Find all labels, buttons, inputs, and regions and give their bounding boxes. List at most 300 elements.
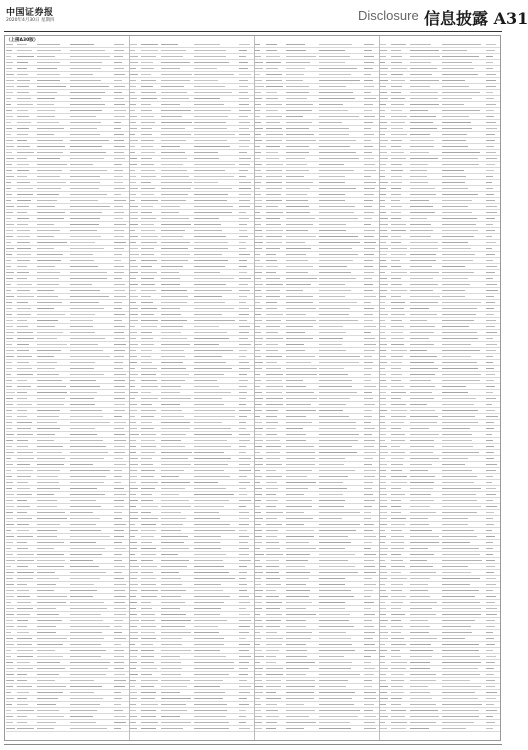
text-line <box>130 158 137 159</box>
text-line <box>410 608 432 609</box>
text-line <box>239 296 247 297</box>
text-line <box>194 524 230 525</box>
text-line <box>114 236 124 237</box>
text-line <box>17 434 33 435</box>
text-line <box>391 56 402 57</box>
text-line <box>255 98 262 99</box>
text-line <box>286 110 312 111</box>
text-line <box>37 554 64 555</box>
text-line <box>319 614 350 615</box>
text-line <box>17 392 27 393</box>
text-line <box>410 308 429 309</box>
text-line <box>130 566 139 567</box>
text-line <box>266 470 276 471</box>
text-line <box>239 212 246 213</box>
text-line <box>410 122 433 123</box>
text-line <box>380 530 385 531</box>
text-line <box>255 242 263 243</box>
text-line <box>391 98 405 99</box>
text-line <box>17 686 32 687</box>
text-line <box>266 386 283 387</box>
text-line <box>130 590 137 591</box>
text-line <box>70 110 102 111</box>
text-line <box>194 254 222 255</box>
text-line <box>70 422 110 423</box>
text-line <box>37 302 62 303</box>
text-line <box>161 728 183 729</box>
text-line <box>70 620 103 621</box>
text-line <box>114 560 122 561</box>
text-line <box>70 464 93 465</box>
text-line <box>391 536 405 537</box>
text-line <box>70 218 101 219</box>
text-line <box>486 224 494 225</box>
text-line <box>130 668 136 669</box>
text-line <box>319 554 355 555</box>
text-line <box>17 668 32 669</box>
text-line <box>442 722 474 723</box>
text-line <box>380 176 385 177</box>
text-line <box>194 230 221 231</box>
text-line <box>255 416 260 417</box>
text-line <box>141 254 154 255</box>
text-line <box>70 326 93 327</box>
text-line <box>442 368 478 369</box>
text-line <box>114 644 121 645</box>
text-line <box>6 536 14 537</box>
text-line <box>17 278 27 279</box>
text-line <box>6 716 13 717</box>
text-line <box>486 326 495 327</box>
text-line <box>194 614 220 615</box>
text-line <box>286 596 309 597</box>
text-line <box>130 440 136 441</box>
text-line <box>114 506 124 507</box>
text-line <box>114 110 125 111</box>
text-line <box>364 272 374 273</box>
text-line <box>286 50 306 51</box>
text-line <box>6 74 14 75</box>
text-line <box>141 518 157 519</box>
text-line <box>161 200 186 201</box>
text-line <box>286 650 307 651</box>
text-line <box>286 722 316 723</box>
text-line <box>486 80 497 81</box>
text-line <box>37 86 66 87</box>
text-line <box>410 566 433 567</box>
text-line <box>141 422 152 423</box>
text-line <box>486 602 495 603</box>
text-line <box>364 614 374 615</box>
text-line <box>194 50 226 51</box>
text-line <box>410 554 434 555</box>
text-line <box>286 362 311 363</box>
text-line <box>442 170 464 171</box>
text-line <box>161 722 191 723</box>
text-line <box>161 470 184 471</box>
text-line <box>161 434 186 435</box>
text-line <box>194 638 223 639</box>
text-line <box>286 620 306 621</box>
text-line <box>391 488 402 489</box>
text-line <box>380 458 385 459</box>
text-line <box>442 464 464 465</box>
text-line <box>37 224 55 225</box>
text-line <box>255 536 262 537</box>
text-line <box>255 272 262 273</box>
text-line <box>114 680 126 681</box>
text-line <box>239 98 249 99</box>
text-line <box>130 278 136 279</box>
text-line <box>380 290 387 291</box>
text-line <box>130 536 135 537</box>
text-line <box>380 392 386 393</box>
text-line <box>17 86 29 87</box>
text-line <box>70 728 107 729</box>
text-line <box>364 62 373 63</box>
text-line <box>37 578 59 579</box>
text-line <box>130 314 138 315</box>
text-line <box>410 590 428 591</box>
text-line <box>6 464 13 465</box>
text-line <box>141 716 156 717</box>
text-line <box>319 116 359 117</box>
text-line <box>442 626 471 627</box>
text-line <box>319 206 355 207</box>
text-line <box>17 536 33 537</box>
text-line <box>130 320 138 321</box>
text-line <box>364 656 371 657</box>
text-line <box>364 50 372 51</box>
text-line <box>161 698 191 699</box>
text-line <box>239 350 247 351</box>
text-line <box>161 152 185 153</box>
text-line <box>130 380 135 381</box>
text-line <box>380 386 387 387</box>
text-line <box>319 578 344 579</box>
text-line <box>391 362 402 363</box>
text-line <box>364 98 376 99</box>
text-line <box>319 302 356 303</box>
text-line <box>319 176 344 177</box>
text-line <box>114 314 125 315</box>
text-line <box>6 176 14 177</box>
text-line <box>37 266 55 267</box>
text-line <box>6 236 13 237</box>
text-line <box>286 632 312 633</box>
text-line <box>17 554 34 555</box>
text-line <box>17 326 28 327</box>
text-line <box>255 182 261 183</box>
text-line <box>255 116 260 117</box>
text-line <box>442 206 468 207</box>
text-line <box>141 68 154 69</box>
text-line <box>364 692 376 693</box>
text-line <box>364 176 371 177</box>
text-line <box>255 626 263 627</box>
text-line <box>17 476 31 477</box>
text-line <box>130 608 136 609</box>
text-line <box>486 620 495 621</box>
text-line <box>130 344 138 345</box>
text-line <box>161 272 179 273</box>
text-line <box>6 338 13 339</box>
text-line <box>286 152 309 153</box>
text-line <box>319 86 346 87</box>
text-line <box>380 218 388 219</box>
text-line <box>286 338 313 339</box>
text-line <box>364 620 372 621</box>
text-line <box>70 446 106 447</box>
text-line <box>6 404 13 405</box>
text-line <box>194 80 218 81</box>
text-line <box>239 692 250 693</box>
text-line <box>37 494 55 495</box>
text-line <box>391 710 406 711</box>
text-line <box>37 290 54 291</box>
text-line <box>130 218 138 219</box>
text-line <box>442 224 476 225</box>
text-line <box>17 674 27 675</box>
text-line <box>486 272 496 273</box>
text-line <box>114 602 125 603</box>
text-line <box>391 542 404 543</box>
text-line <box>286 122 312 123</box>
text-line <box>380 212 386 213</box>
text-line <box>266 128 282 129</box>
text-line <box>70 164 93 165</box>
text-line <box>37 152 63 153</box>
text-line <box>410 290 433 291</box>
text-line <box>391 344 404 345</box>
text-line <box>194 620 227 621</box>
text-line <box>6 614 14 615</box>
text-line <box>194 542 219 543</box>
text-line <box>114 536 123 537</box>
text-line <box>266 320 280 321</box>
text-line <box>17 170 29 171</box>
text-line <box>391 302 405 303</box>
text-line <box>255 50 260 51</box>
text-line <box>442 392 467 393</box>
text-line <box>239 56 246 57</box>
text-line <box>255 470 260 471</box>
text-line <box>6 548 11 549</box>
text-line <box>380 488 386 489</box>
text-line <box>410 596 430 597</box>
text-line <box>70 44 94 45</box>
text-line <box>319 164 344 165</box>
text-line <box>70 344 98 345</box>
text-line <box>141 218 156 219</box>
text-line <box>114 104 124 105</box>
text-line <box>194 458 231 459</box>
text-line <box>319 500 345 501</box>
text-line <box>239 512 249 513</box>
text-line <box>486 266 497 267</box>
text-line <box>130 98 137 99</box>
text-line <box>239 176 246 177</box>
text-line <box>130 494 136 495</box>
text-line <box>410 410 435 411</box>
text-line <box>194 296 221 297</box>
text-line <box>255 410 262 411</box>
text-line <box>486 524 494 525</box>
text-line <box>255 56 261 57</box>
text-line <box>380 500 387 501</box>
text-line <box>364 332 371 333</box>
text-line <box>6 728 15 729</box>
text-line <box>410 692 430 693</box>
text-line <box>286 176 304 177</box>
text-line <box>141 206 153 207</box>
text-line <box>286 356 315 357</box>
text-line <box>286 314 306 315</box>
text-line <box>194 710 227 711</box>
text-line <box>319 296 344 297</box>
footer-rule <box>4 744 502 745</box>
text-line <box>391 554 401 555</box>
text-line <box>391 446 400 447</box>
text-line <box>141 566 157 567</box>
text-line <box>114 350 125 351</box>
text-line <box>255 44 260 45</box>
text-line <box>255 320 262 321</box>
text-line <box>114 422 125 423</box>
text-line <box>442 440 472 441</box>
text-line <box>194 680 223 681</box>
text-line <box>17 698 27 699</box>
text-line <box>70 722 96 723</box>
text-line <box>114 566 125 567</box>
text-line <box>17 404 32 405</box>
text-line <box>37 644 64 645</box>
text-line <box>364 578 372 579</box>
text-line <box>410 146 434 147</box>
text-line <box>255 254 260 255</box>
text-line <box>194 86 224 87</box>
text-line <box>141 236 158 237</box>
text-line <box>391 452 405 453</box>
text-line <box>410 260 436 261</box>
text-line <box>286 416 306 417</box>
text-line <box>255 632 260 633</box>
text-line <box>380 110 385 111</box>
text-line <box>286 566 305 567</box>
text-line <box>380 242 386 243</box>
text-line <box>266 224 281 225</box>
text-line <box>286 164 307 165</box>
text-line <box>141 278 154 279</box>
text-line <box>70 122 101 123</box>
text-line <box>442 86 469 87</box>
text-line <box>266 278 280 279</box>
text-line <box>255 134 261 135</box>
text-line <box>6 524 14 525</box>
text-line <box>391 62 402 63</box>
text-line <box>442 578 479 579</box>
text-line <box>410 242 438 243</box>
text-line <box>286 194 307 195</box>
text-line <box>70 632 102 633</box>
text-line <box>391 530 402 531</box>
text-line <box>319 512 359 513</box>
text-line <box>239 488 246 489</box>
text-line <box>130 578 137 579</box>
text-line <box>17 374 33 375</box>
text-line <box>194 704 226 705</box>
text-line <box>442 560 481 561</box>
text-line <box>130 416 135 417</box>
text-line <box>37 668 65 669</box>
text-line <box>70 458 104 459</box>
text-line <box>266 416 277 417</box>
text-line <box>364 206 372 207</box>
text-line <box>130 302 136 303</box>
text-line <box>17 722 27 723</box>
text-line <box>141 434 156 435</box>
text-line <box>266 302 277 303</box>
text-line <box>319 380 352 381</box>
text-line <box>37 506 57 507</box>
text-line <box>410 680 436 681</box>
text-line <box>266 458 280 459</box>
text-line <box>239 104 249 105</box>
text-line <box>286 446 314 447</box>
text-line <box>70 50 105 51</box>
text-line <box>410 674 436 675</box>
text-line <box>380 608 386 609</box>
text-line <box>70 506 101 507</box>
text-line <box>194 410 235 411</box>
text-line <box>194 422 222 423</box>
text-line <box>486 428 494 429</box>
text-line <box>364 134 374 135</box>
text-line <box>130 716 137 717</box>
text-line <box>114 164 122 165</box>
text-line <box>255 284 263 285</box>
text-line <box>130 512 138 513</box>
text-line <box>380 476 386 477</box>
text-line <box>70 80 101 81</box>
text-line <box>442 176 466 177</box>
text-line <box>410 344 434 345</box>
text-line <box>141 182 151 183</box>
text-line <box>319 278 356 279</box>
text-line <box>6 128 12 129</box>
text-line <box>141 188 154 189</box>
text-line <box>410 728 429 729</box>
text-line <box>141 74 151 75</box>
text-line <box>255 248 262 249</box>
text-line <box>37 542 65 543</box>
text-line <box>130 476 137 477</box>
text-line <box>364 116 375 117</box>
text-line <box>486 572 495 573</box>
text-line <box>486 230 496 231</box>
text-line <box>364 680 372 681</box>
text-line <box>37 602 66 603</box>
text-line <box>380 188 386 189</box>
text-line <box>239 338 248 339</box>
text-line <box>255 350 260 351</box>
text-line <box>130 728 137 729</box>
text-line <box>70 452 108 453</box>
text-line <box>380 452 388 453</box>
text-line <box>391 176 402 177</box>
text-line <box>255 728 262 729</box>
text-line <box>380 68 388 69</box>
